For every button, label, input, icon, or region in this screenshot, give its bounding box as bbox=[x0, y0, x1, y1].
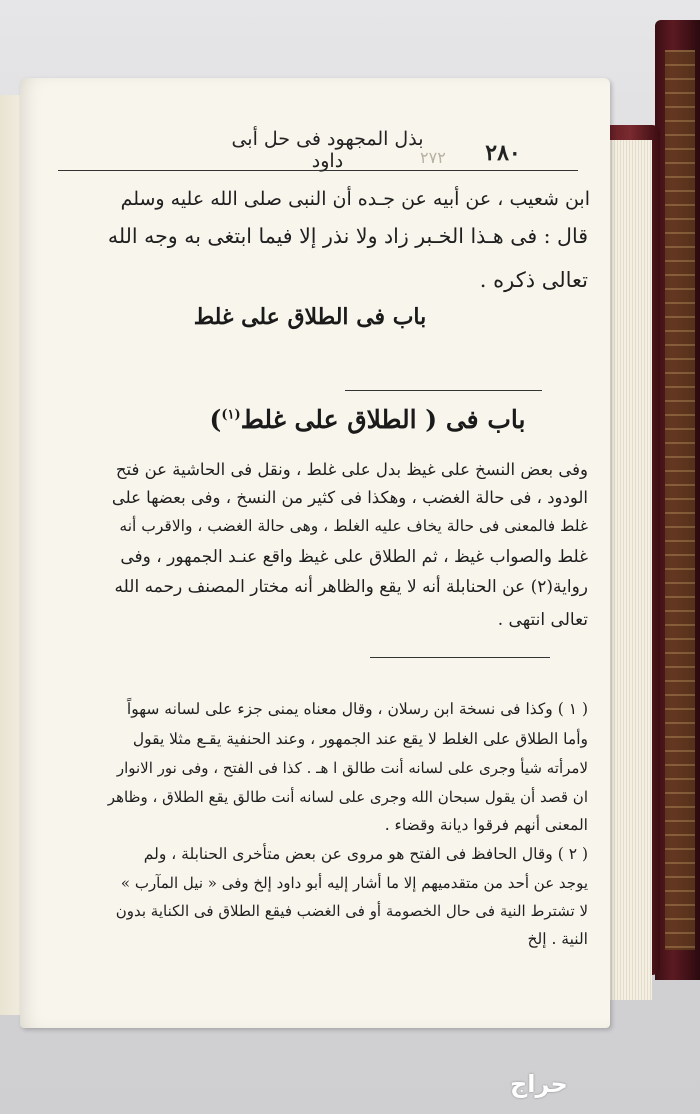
main-text-line: تعالى ذكره . bbox=[479, 268, 588, 292]
footnote-ref: (١) bbox=[221, 407, 241, 423]
footnote-line: النية . إلخ bbox=[527, 930, 588, 948]
commentary-line: رواية(٢) عن الحنابلة أنه لا يقع والظاهر أنه مختار المصنف رحمه الله bbox=[114, 577, 588, 597]
page-number: ٢٨٠ bbox=[485, 140, 521, 166]
commentary-line: غلط والصواب غيظ ، ثم الطلاق على غيظ واقع عنـد الجمهور ، وفى bbox=[120, 547, 588, 567]
main-text-line: قال : فى هـذا الخـبر زاد ولا نذر إلا فيما ابتغى به وجه الله bbox=[107, 224, 588, 248]
footnote-line: وأما الطلاق على الغلط لا يقع عند الجمهور ، وعند الحنفية يقـع مثلا يقول bbox=[132, 730, 588, 748]
footnote-line: ( ١ ) وكذا فى نسخة ابن رسلان ، وقال معناه يمنى جزء على لسانه سهواً bbox=[126, 700, 588, 718]
footnote-separator bbox=[370, 657, 550, 658]
commentary-line: غلط فالمعنى فى حالة يخاف عليه الغلط ، وهى حالة الغضب ، والاقرب أنه bbox=[119, 517, 588, 535]
site-watermark: حراج bbox=[510, 1070, 568, 1098]
commentary-line: وفى بعض النسخ على غيظ بدل على غلط ، ونقل فى الحاشية عن فتح bbox=[115, 460, 588, 479]
commentary-heading: باب فى ( الطلاق على غلط$^{(١)}$) bbox=[209, 405, 526, 434]
bleed-through-number: ٢٧٢ bbox=[420, 148, 446, 167]
footnote-line: المعنى أنهم فرقوا ديانة وقضاء . bbox=[384, 816, 588, 834]
footnote-line: لا تشترط النية فى حال الخصومة أو فى الغضب فيقع الطلاق فى الكناية بدون bbox=[115, 902, 588, 920]
header-rule bbox=[58, 170, 578, 171]
footnote-line: ( ٢ ) وقال الحافظ فى الفتح هو مروى عن بعض متأخرى الحنابلة ، ولم bbox=[143, 845, 588, 863]
running-header-title: بذل المجهود فى حل أبى داود bbox=[231, 128, 424, 172]
adjacent-book-spine bbox=[655, 20, 700, 980]
main-text-line: ابن شعيب ، عن أبيه عن جـده أن النبى صلى الله عليه وسلم bbox=[120, 188, 590, 210]
commentary-line: الودود ، فى حالة الغضب ، وهكذا فى كثير من النسخ ، وفى بعضها على bbox=[111, 488, 588, 507]
commentary-line: تعالى انتهى . bbox=[497, 610, 588, 630]
footnote-line: ان قصد أن يقول سبحان الله وجرى على لسانه أنت طالق يقع الطلاق ، وظاهر bbox=[107, 788, 588, 806]
footnote-line: لامرأته شيأ وجرى على لسانه أنت طالق ا هـ . كذا فى الفتح ، وفى نور الانوار bbox=[116, 759, 588, 777]
chapter-heading: باب فى الطلاق على غلط bbox=[193, 304, 427, 330]
footnote-line: يوجد عن أحد من متقدميهم إلا ما أشار إليه أبو داود إلخ وفى « نيل المآرب » bbox=[120, 874, 588, 892]
commentary-separator bbox=[345, 390, 542, 391]
